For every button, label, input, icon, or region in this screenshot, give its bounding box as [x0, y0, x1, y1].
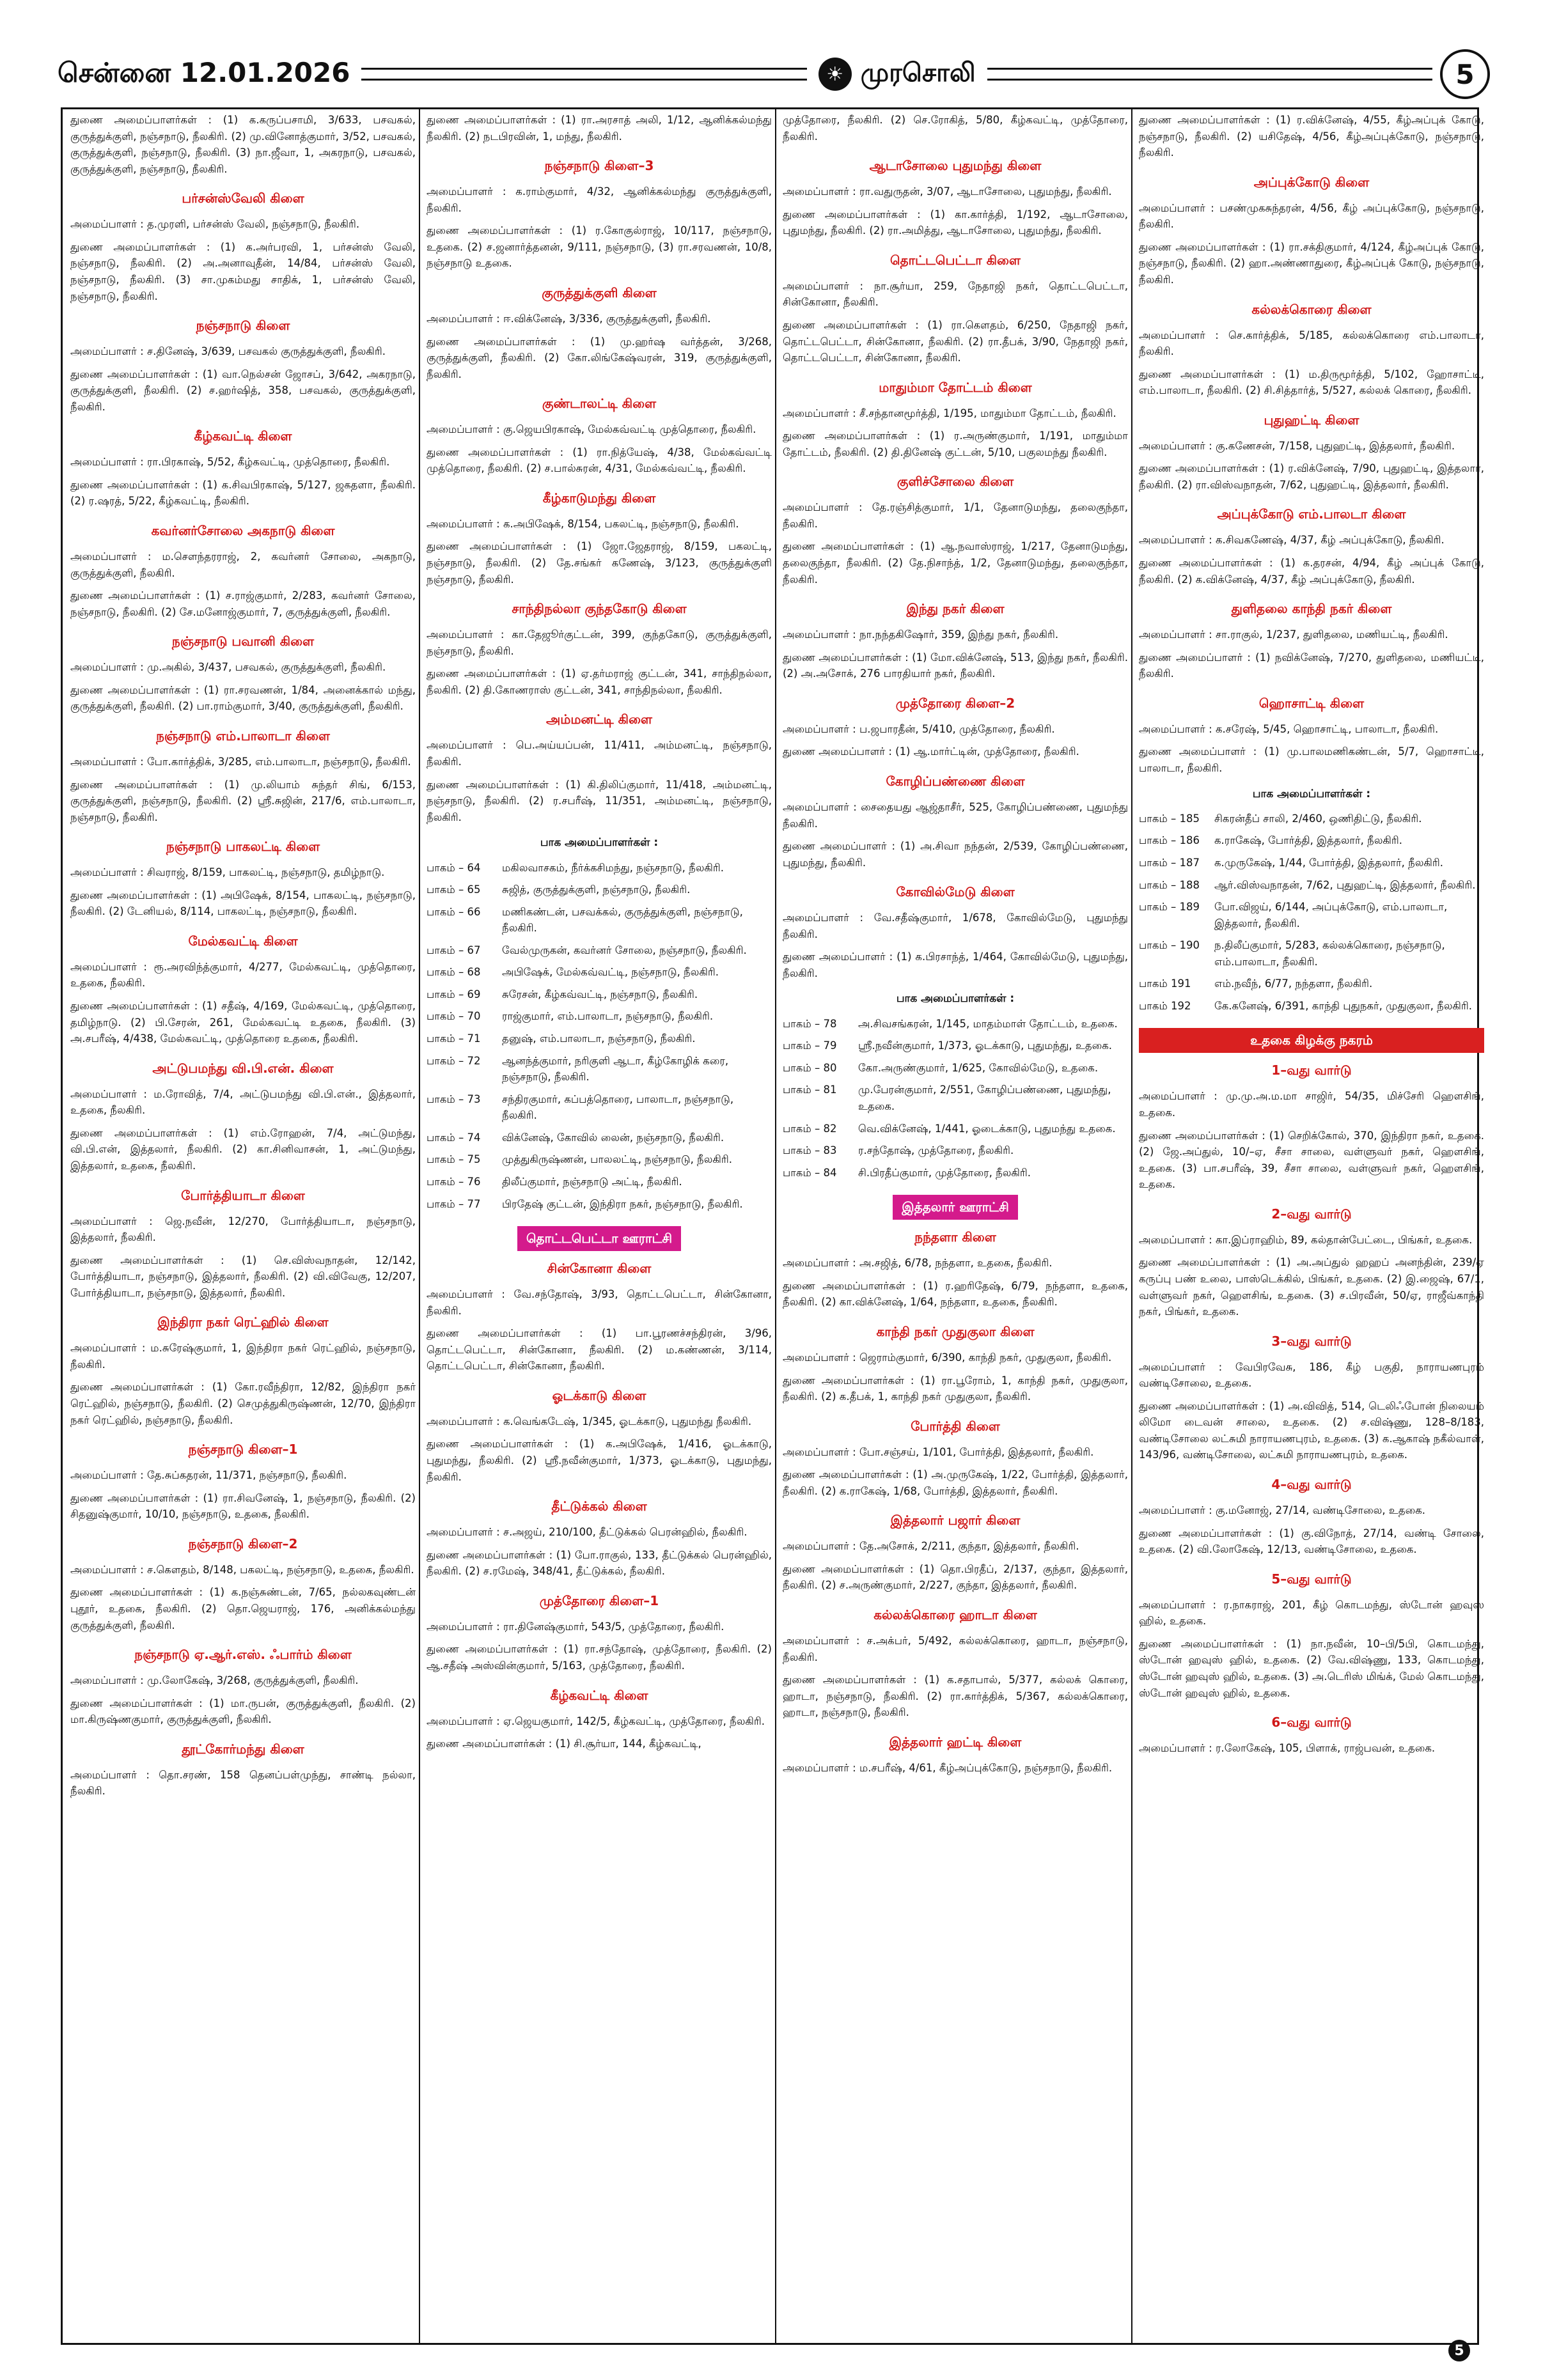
- edition-date: சென்னை 12.01.2026: [58, 56, 350, 88]
- booth-organiser: க.ராகேஷ், போர்த்தி, இத்தலார், நீலகிரி.: [1214, 834, 1403, 847]
- booth-number: பாகம் – 70: [427, 1010, 481, 1023]
- list-entry: அமைப்பாளர் : க.வெங்கடேஷ், 1/345, ஓடக்காடு, புதுமந்து நீலகிரி.: [427, 1415, 752, 1427]
- list-entry: அமைப்பாளர் : பெ.அய்யப்பன், 11/411, அம்மனட்டி, நஞ்சநாடு, நீலகிரி.: [427, 739, 772, 768]
- booth-organiser: சுஜித், குருத்துக்குளி, நஞ்சநாடு, நீலகிரி.: [502, 883, 691, 896]
- list-entry: துணை அமைப்பாளர்கள் : (1) செறிக்கோல், 370, இந்திரா நகர், உதகை. (2) ஜே.அப்துல், 10/–ஏ, சீசா சாலை, வள்ளுவர் நகர், ஹௌசிங், உதகை. (3) பா.சபரீஷ், 39, சீசா சாலை, வள்ளுவர் நகர், ஹௌசிங், உதகை.: [1139, 1129, 1484, 1191]
- list-entry: துணை அமைப்பாளர்கள் : (1) ர.கோகுல்ராஜ், 10/117, நஞ்சநாடு, உதகை. (2) ச.ஜனார்த்தனன், 9/111, நஞ்சநாடு, (3) ரா.சரவணன், 10/8, நஞ்சநாடு உதகை.: [427, 224, 772, 270]
- list-entry: துணை அமைப்பாளர்கள் : (1) வா.நெல்சன் ஜோசப், 3/642, அகரநாடு, குருத்துக்குளி, நீலகிரி. (2) ச.ஹர்ஷித், 358, பசவகல், குருத்துக்குளி, நீலகிரி.: [70, 368, 416, 413]
- list-entry: அமைப்பாளர் : வேபிரவேசு, 186, கீழ் பகுதி, நாராயணபுரம் வண்டிசோலை, உதகை.: [1139, 1360, 1484, 1390]
- list-entry: அமைப்பாளர் : நா.நந்தகிஷோர், 359, இந்து நகர், நீலகிரி.: [783, 628, 1059, 641]
- branch-heading: சின்கோனா கிளை: [547, 1261, 652, 1277]
- list-entry: அமைப்பாளர் : க.சிவகணேஷ், 4/37, கீழ் அப்புக்கோடு, நீலகிரி.: [1139, 534, 1445, 547]
- list-entry: துணை அமைப்பாளர் : (1) அ.சிவா நந்தன், 2/539, கோழிப்பண்ணை, புதுமந்து, நீலகிரி.: [783, 840, 1128, 869]
- list-entry: துணை அமைப்பாளர்கள் : (1) க.தரசன், 4/94, கீழ் அப்புக் கோடு, நீலகிரி. (2) க.விக்னேஷ், 4/37, கீழ் அப்புக்கோடு, நீலகிரி.: [1139, 557, 1484, 586]
- booth-number: பாகம் – 79: [783, 1039, 837, 1052]
- branch-heading: கல்லக்கொரை கிளை: [1251, 301, 1372, 317]
- list-entry: துணை அமைப்பாளர்கள் : (1) ஜோ.ஜேதராஜ், 8/159, பகலட்டி, நஞ்சநாடு, நீலகிரி. (2) தே.சங்கர் கணேஷ், 3/123, குருத்துக்குளி நஞ்சநாடு, நீலகிரி.: [427, 540, 772, 586]
- table-row: [783, 1014, 1128, 1036]
- booth-organiser: வெ.விக்னேஷ், 1/441, ஓடைக்காடு, புதுமந்து உதகை.: [858, 1122, 1116, 1135]
- column-3: [783, 112, 1128, 2337]
- list-entry: துணை அமைப்பாளர்கள் : (1) ரா.சரவணன், 1/84, அனைக்கால் மந்து, குருத்துக்குளி, நீலகிரி. (2) பா.ராம்குமார், 3/40, குருத்துக்குளி, நீலகிரி.: [70, 683, 416, 713]
- list-entry: அமைப்பாளர் : த.முரளி, பர்சன்ஸ் வேலி, நஞ்சநாடு, நீலகிரி.: [70, 218, 360, 231]
- list-entry: அமைப்பாளர் : மு.லோகேஷ், 3/268, குருத்துக்குளி, நீலகிரி.: [70, 1674, 359, 1687]
- booth-list: [783, 1014, 1128, 1185]
- booth-organiser: ர.சந்தோஷ், முத்தோரை, நீலகிரி.: [858, 1144, 1014, 1157]
- booth-organiser: மகிலவாசகம், நீர்க்கசிமந்து, நஞ்சநாடு, நீலகிரி.: [502, 861, 725, 874]
- booth-organiser: ஆர்.விஸ்வநாதன், 7/62, புதுஹட்டி, இத்தலார், நீலகிரி.: [1214, 878, 1476, 891]
- table-row: [427, 1128, 772, 1150]
- column-2: [427, 112, 772, 2337]
- ward-heading: 4–வது வார்டு: [1271, 1477, 1352, 1493]
- table-row: [1139, 853, 1484, 875]
- branch-heading: முத்தோரை கிளை–1: [539, 1592, 659, 1608]
- branch-heading: நஞ்சநாடு ஏ.ஆர்.எஸ். ஃபார்ம் கிளை: [134, 1647, 352, 1663]
- booth-number: பாகம் – 80: [783, 1061, 837, 1074]
- list-entry: அமைப்பாளர் : போ.கார்த்திக், 3/285, எம்.பாலாடா, நஞ்சநாடு, நீலகிரி.: [70, 755, 411, 768]
- list-entry: துணை அமைப்பாளர்கள் : (1) ரா.சிவனேஷ், 1, நஞ்சநாடு, நீலகிரி. (2) சிதனுஷ்குமார், 10/10, நஞ்சநாடு, உதகை, நீலகிரி.: [70, 1491, 416, 1521]
- masthead-title-group: [818, 58, 976, 91]
- branch-heading: தொட்டபெட்டா கிளை: [890, 252, 1021, 268]
- table-row: [783, 1058, 1128, 1080]
- branch-heading: நஞ்சநாடு கிளை–2: [188, 1536, 298, 1552]
- booth-number: பாகம் – 189: [1139, 901, 1200, 914]
- booth-organiser: போ.விஜய், 6/144, அப்புக்கோடு, எம்.பாலாடா, இத்தலார், நீலகிரி.: [1214, 901, 1448, 929]
- list-entry: துணை அமைப்பாளர்கள் : (1) ர.ஹரிதேஷ், 6/79, நந்தளா, உதகை, நீலகிரி. (2) கா.விக்னேஷ், 1/64, நந்தளா, உதகை, நீலகிரி.: [783, 1279, 1128, 1309]
- ward-heading: 5–வது வார்டு: [1271, 1571, 1352, 1587]
- booth-number: பாகம் – 66: [427, 905, 481, 918]
- table-row: [1139, 974, 1484, 996]
- list-entry: துணை அமைப்பாளர்கள் : (1) க.அர்பரவி, 1, பர்சன்ஸ் வேலி, நஞ்சநாடு, நீலகிரி. (2) அ.அனாவுதீன், 14/84, பர்சன்ஸ் வேலி, நஞ்சநாடு, நீலகிரி. (3) சா.முகம்மது சாதிக், 1, பர்சன்ஸ் வேலி, நஞ்சநாடு, நீலகிரி.: [70, 240, 416, 302]
- booth-organiser: க.முருகேஷ், 1/44, போர்த்தி, இத்தலார், நீலகிரி.: [1214, 856, 1444, 869]
- list-entry: துணை அமைப்பாளர்கள் : (1) ம.திருமூர்த்தி, 5/102, ஹோசாட்டி, எம்.பாலாடா, நீலகிரி. (2) சி.சித்தார்த், 5/527, கல்லக் கொரை, நீலகிரி.: [1139, 368, 1484, 397]
- booth-organisers-heading: பாக அமைப்பாளர்கள் :: [540, 836, 659, 850]
- list-entry: அமைப்பாளர் : சீ.சந்தானமூர்த்தி, 1/195, மாதும்மா தோட்டம், நீலகிரி.: [783, 407, 1116, 419]
- list-entry: அமைப்பாளர் : தே.அசோக், 2/211, குந்தா, இத்தலார், நீலகிரி.: [783, 1540, 1079, 1553]
- list-entry: அமைப்பாளர் : ரா.வதுருதன், 3/07, ஆடாசோலை, புதுமந்து, நீலகிரி.: [783, 185, 1112, 198]
- booth-organiser: வேல்முருகன், கவர்னர் சோலை, நஞ்சநாடு, நீலகிரி.: [502, 944, 747, 956]
- table-row: [427, 1006, 772, 1029]
- branch-heading: மாதும்மா தோட்டம் கிளை: [879, 379, 1032, 395]
- list-entry: அமைப்பாளர் : மு.மு.அ.ம.மா சாஜிர், 54/35, மிச்சேரி ஹௌசிங், உதகை.: [1139, 1090, 1484, 1119]
- list-entry: துணை அமைப்பாளர்கள் : (1) அ.விவித், 514, டெலிஃபோன் நிலையம் லிமோ டைவன் சாலை, உதகை. (2) ச.விஷ்ணு, 128–8/183, வண்டிசோலை லட்சுமி நாராயணபுரம், உதகை. (3) க.ஆகாஷ் நகீல்வாள், 143/96, வண்டிசோலை, லட்சுமி நாராயணபுரம், உதகை.: [1139, 1399, 1484, 1461]
- branch-heading: இத்தலார் பஜார் கிளை: [890, 1513, 1021, 1528]
- list-entry: துணை அமைப்பாளர்கள் : (1) ர.விக்னேஷ், 7/90, புதுஹட்டி, இத்தலார், நீலகிரி. (2) ரா.விஸ்வநாதன், 7/62, புதுஹட்டி, இத்தலார், நீலகிரி.: [1139, 462, 1484, 491]
- list-entry: துணை அமைப்பாளர்கள் : (1) பா.பூரணச்சந்திரன், 3/96, தொட்டபெட்டா, சின்கோனா, நீலகிரி. (2) ம.கண்ணன், 3/114, தொட்டபெட்டா, சின்கோனா, நீலகிரி.: [427, 1327, 772, 1373]
- footer-page-number: 5: [1448, 2340, 1470, 2361]
- booth-organiser: பிரதேஷ் குட்டன், இந்திரா நகர், நஞ்சநாடு, நீலகிரி.: [502, 1197, 743, 1210]
- booth-number: பாகம் – 76: [427, 1175, 481, 1188]
- branch-heading: நந்தளா கிளை: [914, 1229, 996, 1245]
- list-entry: அமைப்பாளர் : ஏ.ஜெயகுமார், 142/5, கீழ்கவட்டி, முத்தோரை, நீலகிரி.: [427, 1715, 765, 1727]
- list-entry: துணை அமைப்பாளர்கள் : (1) ச.ராஜ்குமார், 2/283, கவர்னர் சோலை, நஞ்சநாடு, நீலகிரி. (2) சே.மனோஜ்குமார், 7, குருத்துக்குளி, நீலகிரி.: [70, 589, 416, 618]
- table-row: [1139, 875, 1484, 898]
- list-entry: துணை அமைப்பாளர்கள் : (1) நா.நவீன், 10–பி/5பி, கொடமந்து, ஸ்டோன் ஹவுஸ் ஹில், உதகை. (2) வே.விஷ்ணு, 133, கொடமந்து, ஸ்டோன் ஹவுஸ் ஹில், உதகை. (3) அ.டெரிஸ் மிங்க், மேல் கொடமந்து, ஸ்டோன் ஹவுஸ் ஹில், உதகை.: [1139, 1637, 1484, 1699]
- table-row: [427, 1089, 772, 1128]
- booth-organiser: எம்.நவீந், 6/77, நந்தளா, நீலகிரி.: [1214, 977, 1373, 990]
- branch-heading: போர்த்தியாடா கிளை: [181, 1187, 305, 1203]
- list-entry: துணை அமைப்பாளர்கள் : (1) மோ.விக்னேஷ், 513, இந்து நகர், நீலகிரி. (2) அ.அசோக், 276 பாரதியார் நகர், நீலகிரி.: [783, 651, 1128, 680]
- list-entry: அமைப்பாளர் : தே.ரஞ்சித்குமார், 1/1, தேனாடுமந்து, தலைகுந்தா, நீலகிரி.: [783, 501, 1128, 530]
- list-entry: அமைப்பாளர் : ப.ஜபாரதீன், 5/410, முத்தோரை, நீலகிரி.: [783, 722, 1055, 735]
- branch-heading: போர்த்தி கிளை: [911, 1418, 1000, 1434]
- booth-organiser: சிகரன்தீப் சாலி, 2/460, ஒணிதிட்டு, நீலகிரி.: [1214, 812, 1422, 825]
- branch-heading: ஓடக்காடு கிளை: [552, 1387, 646, 1403]
- list-entry: அமைப்பாளர் : மு.அகில், 3/437, பசவகல், குருத்துக்குளி, நீலகிரி.: [70, 661, 386, 674]
- list-entry: துணை அமைப்பாளர்கள் : (1) அபிஷேக், 8/154, பாகலட்டி, நஞ்சநாடு, நீலகிரி. (2) டேனியல், 8/114, பாகலட்டி, நஞ்சநாடு, நீலகிரி.: [70, 889, 416, 918]
- list-entry: துணை அமைப்பாளர்கள் : (1) ர.அருண்குமார், 1/191, மாதும்மா தோட்டம், நீலகிரி. (2) தி.தினேஷ் குட்டன், 5/10, பகுலமந்து நீலகிரி.: [783, 430, 1128, 458]
- ward-heading: 6–வது வார்டு: [1271, 1715, 1352, 1731]
- list-entry: அமைப்பாளர் : தே.சுப்கதரன், 11/371, நஞ்சநாடு, நீலகிரி.: [70, 1469, 347, 1482]
- list-entry: அமைப்பாளர் : தொ.சரண், 158 தெனப்பள்முந்து, சாண்டி நல்லா, நீலகிரி.: [70, 1768, 416, 1798]
- booth-number: பாகம் – 84: [783, 1166, 837, 1179]
- newspaper-name: முரசொலி: [860, 58, 976, 88]
- branch-heading: நஞ்சநாடு கிளை–3: [544, 158, 654, 174]
- booth-number: பாகம் – 65: [427, 883, 481, 896]
- masthead: [58, 49, 1490, 100]
- list-entry: துணை அமைப்பாளர் : (1) க.பிரசாந்த், 1/464, கோவில்மேடு, புதுமந்து, நீலகிரி.: [783, 951, 1128, 979]
- branch-heading: அம்மனட்டி கிளை: [546, 712, 652, 727]
- list-entry: துணை அமைப்பாளர்கள் : (1) மு.ஹர்ஷ வர்த்தன், 3/268, குருத்துக்குளி, நீலகிரி. (2) கோ.லிங்கேஷ்வரன், 319, குருத்துக்குளி, நீலகிரி.: [427, 335, 772, 380]
- table-row: [427, 1194, 772, 1217]
- list-entry: துணை அமைப்பாளர்கள் : (1) அ.முருகேஷ், 1/22, போர்த்தி, இத்தலார், நீலகிரி. (2) க.ராகேஷ், 1/68, போர்த்தி, இத்தலார், நீலகிரி.: [783, 1468, 1128, 1497]
- booth-number: பாகம் – 186: [1139, 834, 1200, 847]
- branch-heading: நஞ்சநாடு கிளை: [196, 318, 290, 334]
- branch-heading: கீழ்கவட்டி கிளை: [194, 428, 292, 444]
- booth-organiser: அபிஷேக், மேல்கவ்வட்டி, நஞ்சநாடு, நீலகிரி.: [502, 966, 719, 979]
- ward-heading: 1–வது வார்டு: [1271, 1062, 1352, 1078]
- branch-heading: சாந்திநல்லா குந்தகோடு கிளை: [512, 601, 687, 617]
- booth-number: பாகம் 191: [1139, 977, 1191, 990]
- table-row: [783, 1036, 1128, 1058]
- branch-heading: நஞ்சநாடு பாகலட்டி கிளை: [166, 839, 320, 855]
- branch-heading: ஆடாசோலை புதுமந்து கிளை: [869, 158, 1042, 174]
- list-entry: துணை அமைப்பாளர் : (1) நவிக்னேஷ், 7/270, துளிதலை, மணியட்டி, நீலகிரி.: [1139, 651, 1484, 680]
- list-entry: அமைப்பாளர் : க.அபிஷேக், 8/154, பகலட்டி, நஞ்சநாடு, நீலகிரி.: [427, 517, 739, 530]
- list-entry: அமைப்பாளர் : ச.தினேஷ், 3/639, பசவகல் குருத்துக்குளி, நீலகிரி.: [70, 345, 386, 358]
- booth-organiser: விக்னேஷ், கோவில் லைன், நஞ்சநாடு, நீலகிரி.: [502, 1131, 725, 1144]
- list-entry: அமைப்பாளர் : க.ராம்குமார், 4/32, ஆனிக்கல்மந்து குருத்துக்குளி, நீலகிரி.: [427, 185, 772, 214]
- list-entry: துணை அமைப்பாளர்கள் : (1) ரா.சக்திகுமார், 4/124, கீழ்அப்புக் கோடு, நஞ்சநாடு, நீலகிரி. (2) ஹா.அண்ணாதுரை, கீழ்அப்புக் கோடு, நஞ்சநாடு, நீலகிரி.: [1139, 240, 1484, 286]
- column-divider: [419, 109, 420, 2343]
- branch-heading: இத்தலார் ஹட்டி கிளை: [889, 1734, 1022, 1750]
- branch-heading: கவர்னர்சோலை அகநாடு கிளை: [151, 523, 335, 538]
- ward-heading: 3–வது வார்டு: [1271, 1333, 1352, 1349]
- list-entry: அமைப்பாளர் : ர.நாகராஜ், 201, கீழ் கொடமந்து, ஸ்டோன் ஹவுஸ் ஹில், உதகை.: [1139, 1598, 1484, 1628]
- list-entry: அமைப்பாளர் : பசண்முகசுந்தரன், 4/56, கீழ் அப்புக்கோடு, நஞ்சநாடு, நீலகிரி.: [1139, 201, 1484, 231]
- booth-organiser: திலீப்குமார், நஞ்சநாடு அட்டி, நீலகிரி.: [502, 1175, 682, 1188]
- booth-number: பாகம் – 83: [783, 1144, 837, 1157]
- booth-number: பாகம் – 81: [783, 1084, 837, 1096]
- booth-number: பாகம் – 185: [1139, 812, 1200, 825]
- branch-heading: துளிதலை காந்தி நகர் கிளை: [1231, 601, 1392, 617]
- list-entry: அமைப்பாளர் : ரா.தினேஷ்குமார், 543/5, முத்தோரை, நீலகிரி.: [427, 1620, 725, 1633]
- booth-number: பாகம் – 64: [427, 861, 481, 874]
- branch-heading: பர்சன்ஸ்வேலி கிளை: [182, 191, 304, 206]
- list-entry: துணை அமைப்பாளர்கள் : (1) க.அபிஷேக், 1/416, ஓடக்காடு, புதுமந்து, நீலகிரி. (2) ஸ்ரீ.நவீன்குமார், 1/373, ஓடக்காடு, புதுமந்து, நீலகிரி.: [427, 1438, 772, 1483]
- list-entry: துணை அமைப்பாளர்கள் : (1) ஆ.நவாஸ்ராஜ், 1/217, தேனாடுமந்து, தலைகுந்தா, நீலகிரி. (2) தே.நிசாந்த், 1/2, தேனாடுமந்து, தலைகுந்தா, நீலகிரி.: [783, 540, 1128, 586]
- list-entry: துணை அமைப்பாளர்கள் : (1) அ.அப்துல் ஹஹப் அனந்தின், 239/ஏ கருப்பு பண் உலை, பாஸ்டெக்கில், பிங்கர், உதகை. (2) இ.ஜைஷ், 67/1, வள்ளுவர் நகர், ஹௌசிங், உதகை. (3) ச.பிரவீன், 50/ஏ, ராஜீவ்காந்தி நகர், பிங்கர், உதகை.: [1139, 1256, 1484, 1318]
- branch-heading: கீழ்கவட்டி கிளை: [550, 1687, 648, 1703]
- branch-heading: அட்டுபமந்து வி.பி.என். கிளை: [152, 1060, 334, 1076]
- booth-organisers-heading: பாக அமைப்பாளர்கள் :: [896, 992, 1015, 1006]
- branch-heading: கல்லக்கொரை ஹாடா கிளை: [873, 1607, 1037, 1623]
- list-entry: அமைப்பாளர் : சா.ராகுல், 1/237, துளிதலை, மணியட்டி, நீலகிரி.: [1139, 628, 1448, 641]
- branch-heading: கோவில்மேடு கிளை: [896, 884, 1015, 900]
- list-entry: துணை அமைப்பாளர்கள் : (1) க.சதாபால், 5/377, கல்லக் கொரை, ஹாடா, நஞ்சநாடு, நீலகிரி. (2) ரா.கார்த்திக், 5/367, கல்லக்கொரை, ஹாடா, நஞ்சநாடு, நீலகிரி.: [783, 1674, 1128, 1719]
- table-row: [1139, 996, 1484, 1018]
- list-entry: துணை அமைப்பாளர்கள் : (1) கா.கார்த்தி, 1/192, ஆடாசோலை, புதுமந்து, நீலகிரி. (2) ரா.அமித்து, ஆடாசோலை, புதுமந்து, நீலகிரி.: [783, 208, 1128, 237]
- list-entry: துணை அமைப்பாளர்கள் : (1) ரா.நித்யேஷ், 4/38, மேல்கவ்வட்டி முத்தொரை, நீலகிரி. (2) ச.பால்சுரன், 4/31, மேல்கவ்வட்டி, நீலகிரி.: [427, 446, 772, 475]
- town-banner: உதகை கிழக்கு நகரம்: [1139, 1028, 1484, 1053]
- booth-number: பாகம் – 71: [427, 1032, 481, 1045]
- booth-number: பாகம் – 73: [427, 1093, 481, 1105]
- booth-organiser: ஆனந்த்குமார், நரிகுளி ஆடா, கீழ்கோழிக் கரை, நஞ்சநாடு, நீலகிரி.: [502, 1054, 729, 1084]
- branch-heading: கோழிப்பண்ணை கிளை: [886, 773, 1025, 789]
- list-entry: அமைப்பாளர் : ஜெராம்குமார், 6/390, காந்தி நகர், முதுகுலா, நீலகிரி.: [783, 1351, 1112, 1364]
- list-entry: அமைப்பாளர் : சைதையது ஆஜ்தாசீர், 525, கோழிப்பண்ணை, புதுமந்து நீலகிரி.: [783, 800, 1128, 830]
- table-row: [1139, 830, 1484, 853]
- booth-organiser: அ.சிவசங்கரன், 1/145, மாதம்மாள் தோட்டம், உதகை.: [858, 1017, 1118, 1030]
- masthead-rule-left: [361, 68, 806, 81]
- booth-organiser: கோ.அருண்குமார், 1/625, கோவில்மேடு, உதகை.: [858, 1061, 1099, 1074]
- list-entry: அமைப்பாளர் : போ.சஞ்சய், 1/101, போர்த்தி, இத்தலார், நீலகிரி.: [783, 1445, 1094, 1458]
- list-entry: அமைப்பாளர் : கு.ஜெயபிரகாஷ், மேல்கவ்வட்டி முத்தொரை, நீலகிரி.: [427, 423, 756, 436]
- list-entry: அமைப்பாளர் : கா.தேஜூர்குட்டன், 399, குந்தகோடு, குருத்துக்குளி, நஞ்சநாடு, நீலகிரி.: [427, 628, 772, 657]
- branch-heading: காந்தி நகர் முதுகுலா கிளை: [876, 1323, 1035, 1339]
- list-entry: துணை அமைப்பாளர்கள் : (1) ரா.கௌதம், 6/250, நேதாஜி நகர், தொட்டபெட்டா, சின்கோனா, நீலகிரி. (2) ரா.தீபக், 3/90, நேதாஜி நகர், தொட்டபெட்டா, சின்கோனா, நீலகிரி.: [783, 318, 1128, 364]
- table-row: [427, 1029, 772, 1051]
- booth-number: பாகம் – 75: [427, 1153, 481, 1166]
- branch-heading: கீழ்காடுமந்து கிளை: [542, 490, 656, 506]
- branch-heading: ஹொசாட்டி கிளை: [1258, 695, 1365, 711]
- list-entry: அமைப்பாளர் : ரா.பிரகாஷ், 5/52, கீழ்கவட்டி, முத்தொரை, நீலகிரி.: [70, 456, 390, 469]
- list-entry: துணை அமைப்பாளர்கள் : (1) மு.லியாம் சுந்தர் சிங், 6/153, குருத்துக்குளி, நஞ்சநாடு, நீலகிரி. (2) ஸ்ரீ.சுஜின், 217/6, எம்.பாலாடா, நஞ்சநாடு, நீலகிரி.: [70, 778, 416, 823]
- list-entry: அமைப்பாளர் : ம.சுரேஷ்குமார், 1, இந்திரா நகர் ரெட்ஹில், நஞ்சநாடு, நீலகிரி.: [70, 1342, 416, 1371]
- list-entry: அமைப்பாளர் : ம.சௌந்தரராஜ், 2, கவர்னர் சோலை, அகநாடு, குருத்துக்குளி, நீலகிரி.: [70, 550, 416, 579]
- table-row: [427, 902, 772, 940]
- list-entry: துணை அமைப்பாளர்கள் : (1) செ.விஸ்வநாதன், 12/142, போர்த்தியாடா, நஞ்சநாடு, இத்தலார், நீலகிரி. (2) வி.விவேகு, 12/207, போர்த்தியாடா, நஞ்சநாடு, இத்தலார், நீலகிரி.: [70, 1254, 416, 1299]
- table-row: [783, 1119, 1128, 1141]
- sun-emblem-icon: ☀: [818, 58, 852, 91]
- branch-heading: மேல்கவட்டி கிளை: [188, 933, 298, 949]
- list-entry: அமைப்பாளர் : சிவராஜ், 8/159, பாகலட்டி, நஞ்சநாடு, தமிழ்நாடு.: [70, 866, 385, 879]
- booth-number: பாகம் – 68: [427, 966, 481, 979]
- ward-heading: 2–வது வார்டு: [1271, 1206, 1352, 1222]
- branch-heading: நஞ்சநாடு எம்.பாலாடா கிளை: [156, 727, 330, 743]
- booth-number: பாகம் 192: [1139, 999, 1191, 1012]
- table-row: [783, 1080, 1128, 1118]
- list-entry: அமைப்பாளர் : ச.கௌதம், 8/148, பகலட்டி, நஞ்சநாடு, உதகை, நீலகிரி.: [70, 1563, 414, 1576]
- list-entry: அமைப்பாளர் : நா.சூர்யா, 259, நேதாஜி நகர், தொட்டபெட்டா, சின்கோனா, நீலகிரி.: [783, 279, 1128, 309]
- branch-heading: இந்திரா நகர் ரெட்ஹில் கிளை: [157, 1314, 329, 1330]
- table-row: [783, 1140, 1128, 1163]
- table-row: [1139, 897, 1484, 935]
- list-entry: துணை அமைப்பாளர்கள் : (1) க.சிவபிரகாஷ், 5/127, ஜகதளா, நீலகிரி. (2) ர.ஷரத், 5/22, கீழ்கவட்டி, நீலகிரி.: [70, 478, 416, 508]
- table-row: [427, 1051, 772, 1089]
- list-entry: துணை அமைப்பாளர்கள் : (1) ர.விக்னேஷ், 4/55, கீழ்அப்புக் கோடு, நஞ்சநாடு, நீலகிரி. (2) யசிதேஷ், 4/56, கீழ்அப்புக்கோடு, நஞ்சநாடு, நீலகிரி.: [1139, 114, 1484, 159]
- branch-heading: குண்டாலட்டி கிளை: [542, 396, 657, 412]
- list-entry: அமைப்பாளர் : ம.ரோவித், 7/4, அட்டுபமந்து வி.பி.என்., இத்தலார், உதகை, நீலகிரி.: [70, 1087, 416, 1117]
- list-entry: துணை அமைப்பாளர்கள் : (1) ரா.பூரோம், 1, காந்தி நகர், முதுகுலா, நீலகிரி. (2) க.தீபக், 1, காந்தி நகர் முதுகுலா, நீலகிரி.: [783, 1374, 1128, 1403]
- booth-number: பாகம் – 82: [783, 1122, 837, 1135]
- booth-number: பாகம் – 67: [427, 944, 481, 956]
- list-entry: துணை அமைப்பாளர் : (1) மு.பாலமணிகண்டன், 5/7, ஹொசாட்டி, பாலாடா, நீலகிரி.: [1139, 745, 1484, 774]
- booth-list: [427, 858, 772, 1217]
- branch-heading: இந்து நகர் கிளை: [906, 601, 1005, 617]
- list-entry: துணை அமைப்பாளர்கள் : (1) எம்.ரோஹன், 7/4, அட்டுமந்து, வி.பி.என், இத்தலார், நீலகிரி. (2) கா.சினிவாசன், 1, அட்டுமந்து, இத்தலார், உதகை, நீலகிரி.: [70, 1126, 416, 1172]
- list-entry: அமைப்பாளர் : ஈ.விக்னேஷ், 3/336, குருத்துக்குளி, நீலகிரி.: [427, 312, 711, 325]
- table-row: [427, 940, 772, 963]
- list-entry: அமைப்பாளர் : கா.இப்ராஹிம், 89, கல்தான்பேட்டை, பிங்கர், உதகை.: [1139, 1233, 1473, 1246]
- booth-number: பாகம் – 69: [427, 988, 481, 1000]
- list-entry: அமைப்பாளர் : ச.அக்பர், 5/492, கல்லக்கொரை, ஹாடா, நஞ்சநாடு, நீலகிரி.: [783, 1635, 1128, 1663]
- table-row: [1139, 935, 1484, 974]
- booth-organiser: ந.திலீப்குமார், 5/283, கல்லக்கொரை, நஞ்சநாடு, எம்.பாலாடா, நீலகிரி.: [1214, 939, 1445, 968]
- booth-organiser: மு.பேரன்குமார், 2/551, கோழிப்பண்ணை, புதுமந்து, உதகை.: [858, 1084, 1111, 1113]
- list-entry: துணை அமைப்பாளர்கள் : (1) மா.ருபன், குருத்துக்குளி, நீலகிரி. (2) மா.கிருஷ்ணகுமார், குருத்துக்குளி, நீலகிரி.: [70, 1697, 416, 1726]
- column-4: [1139, 112, 1484, 2337]
- booth-organiser: ஸ்ரீ.நவீன்குமார், 1/373, ஓடக்காடு, புதுமந்து, உதகை.: [858, 1039, 1112, 1052]
- column-1: [70, 112, 416, 2337]
- table-row: [427, 1172, 772, 1194]
- table-row: [427, 984, 772, 1007]
- column-divider: [1131, 109, 1132, 2343]
- list-entry: அமைப்பாளர் : ஜெ.நவீன், 12/270, போர்த்தியாடா, நஞ்சநாடு, இத்தலார், நீலகிரி.: [70, 1215, 416, 1244]
- list-entry: துணை அமைப்பாளர்கள் : (1) கு.விநோத், 27/14, வண்டி சோலை, உதகை. (2) வி.லோகேஷ், 12/13, வண்டிசோலை, உதகை.: [1139, 1527, 1484, 1556]
- branch-heading: குருத்துக்குளி கிளை: [542, 284, 657, 300]
- list-entry: அமைப்பாளர் : ர.லோகேஷ், 105, பிளாக், ராஜ்பவன், உதகை.: [1139, 1742, 1436, 1755]
- booth-list: [1139, 809, 1484, 1018]
- list-entry: அமைப்பாளர் : கு.மனோஜ், 27/14, வண்டிசோலை, உதகை.: [1139, 1504, 1425, 1517]
- booth-organiser: கே.கனேஷ், 6/391, காந்தி புதுநகர், முதுகுலா, நீலகிரி.: [1214, 999, 1473, 1012]
- list-entry: அமைப்பாளர் : அ.சஜித், 6/78, நந்தளா, உதகை, நீலகிரி.: [783, 1257, 1053, 1270]
- list-entry: துணை அமைப்பாளர்கள் : (1) ரா.சந்தோஷ், முத்தோரை, நீலகிரி. (2) ஆ.சதீஷ் அஸ்வின்குமார், 5/163, முத்தோரை, நீலகிரி.: [427, 1643, 772, 1672]
- booth-organiser: மணிகண்டன், பசவக்கல், குருத்துக்குளி, நஞ்சநாடு, நீலகிரி.: [502, 905, 743, 935]
- list-entry: துணை அமைப்பாளர்கள் : (1) க.கருப்பசாமி, 3/633, பசவகல், குருத்துக்குளி, நஞ்சநாடு, நீலகிரி. (2) மு.வினோத்குமார், 3/52, பசவகல், குருத்துக்குளி, நஞ்சநாடு, நீலகிரி. (3) நா.ஜீவா, 1, அகரநாடு, பசவகல், குருத்துக்குளி, நஞ்சநாடு, நீலகிரி.: [70, 114, 416, 175]
- booth-organiser: ராஜ்குமார், எம்.பாலாடா, நஞ்சநாடு, நீலகிரி.: [502, 1010, 714, 1023]
- masthead-rule-right: [987, 68, 1432, 81]
- panchayat-banner: தொட்டபெட்டா ஊராட்சி: [517, 1226, 681, 1251]
- list-entry: முத்தோரை, நீலகிரி. (2) செ.ரோகித், 5/80, கீழ்கவட்டி, முத்தோரை, நீலகிரி.: [783, 114, 1128, 143]
- booth-organiser: சி.பிரதீப்குமார், முத்தோரை, நீலகிரி.: [858, 1166, 1031, 1179]
- list-entry: துணை அமைப்பாளர்கள் : (1) போ.ராகுல், 133, தீட்டுக்கல் பெரன்ஹில், நீலகிரி. (2) ச.ரமேஷ், 348/41, தீட்டுக்கல், நீலகிரி.: [427, 1548, 772, 1578]
- booth-number: பாகம் – 74: [427, 1131, 481, 1144]
- table-row: [427, 1149, 772, 1172]
- booth-organiser: முத்துகிருஷ்ணன், பாலலட்டி, நஞ்சநாடு, நீலகிரி.: [502, 1153, 732, 1166]
- branch-heading: தூட்கோர்மந்து கிளை: [182, 1741, 304, 1757]
- booth-organiser: சந்திரகுமார், கப்பத்தொரை, பாலாடா, நஞ்சநாடு, நீலகிரி.: [502, 1093, 734, 1122]
- booth-number: பாகம் – 77: [427, 1197, 481, 1210]
- branch-heading: புதுஹட்டி கிளை: [1264, 412, 1359, 428]
- list-entry: துணை அமைப்பாளர்கள் : (1) சி.சூர்யா, 144, கீழ்கவட்டி,: [427, 1738, 701, 1750]
- booth-number: பாகம் – 188: [1139, 878, 1200, 891]
- list-entry: துணை அமைப்பாளர்கள் : (1) ஏ.தர்மராஜ் குட்டன், 341, சாந்திநல்லா, நீலகிரி. (2) தி.கோணராஸ் குட்டன், 341, சாந்திநல்லா, நீலகிரி.: [427, 667, 772, 696]
- list-entry: துணை அமைப்பாளர்கள் : (1) க.நஞ்சுண்டன், 7/65, நல்லகவுண்டன் புதூர், உதகை, நீலகிரி. (2) தொ.ஜெயராஜ், 176, அனிக்கல்மந்து குருத்துக்குளி, நீலகிரி.: [70, 1586, 416, 1631]
- branch-heading: தீட்டுக்கல் கிளை: [551, 1498, 647, 1514]
- booth-organiser: தனுஷ், எம்.பாலாடா, நஞ்சநாடு, நீலகிரி.: [502, 1032, 696, 1045]
- branch-heading: முத்தோரை கிளை–2: [895, 695, 1015, 711]
- table-row: [427, 962, 772, 984]
- table-row: [783, 1163, 1128, 1185]
- booth-number: பாகம் – 78: [783, 1017, 837, 1030]
- list-entry: அமைப்பாளர் : வே.சதீஷ்குமார், 1/678, கோவில்மேடு, புதுமந்து நீலகிரி.: [783, 912, 1128, 940]
- table-row: [427, 858, 772, 880]
- list-entry: துணை அமைப்பாளர்கள் : (1) கி.திலிப்குமார், 11/418, அம்மனட்டி, நஞ்சநாடு, நீலகிரி. (2) ர.சபரீஷ், 11/351, அம்மனட்டி, நஞ்சநாடு, நீலகிரி.: [427, 778, 772, 823]
- branch-heading: அப்புக்கோடு கிளை: [1253, 174, 1370, 190]
- list-entry: அமைப்பாளர் : செ.கார்த்திக், 5/185, கல்லக்கொரை எம்.பாலாடா, நீலகிரி.: [1139, 329, 1484, 358]
- list-entry: அமைப்பாளர் : க.சரேஷ், 5/45, ஹொசாட்டி, பாலாடா, நீலகிரி.: [1139, 722, 1439, 735]
- page-number: 5: [1440, 49, 1490, 99]
- list-entry: துணை அமைப்பாளர்கள் : (1) சதீஷ், 4/169, மேல்கவட்டி, முத்தொரை, தமிழ்நாடு. (2) பி.சேரன், 261, மேல்கவட்டி உதகை, நீலகிரி. (3) அ.சபரீஷ், 4/438, மேல்கவட்டி, முத்தொரை உதகை, நீலகிரி.: [70, 1000, 416, 1045]
- booth-organisers-heading: பாக அமைப்பாளர்கள் :: [1252, 787, 1371, 800]
- column-divider: [775, 109, 776, 2343]
- branch-heading: நஞ்சநாடு கிளை–1: [188, 1442, 298, 1458]
- panchayat-banner: இத்தலார் ஊராட்சி: [893, 1195, 1018, 1220]
- branch-heading: நஞ்சநாடு பவானி கிளை: [171, 634, 315, 649]
- list-entry: துணை அமைப்பாளர் : (1) ஆ.மார்ட்டின், முத்தோரை, நீலகிரி.: [783, 745, 1079, 758]
- list-entry: அமைப்பாளர் : ச.அஜய், 210/100, தீட்டுக்கல் பெரன்ஹில், நீலகிரி.: [427, 1526, 748, 1539]
- list-entry: அமைப்பாளர் : ரூ.அரவிந்த்குமார், 4/277, மேல்கவட்டி, முத்தொரை, உதகை, நீலகிரி.: [70, 960, 416, 990]
- list-entry: துணை அமைப்பாளர்கள் : (1) கோ.ரவீந்திரா, 12/82, இந்திரா நகர் ரெட்ஹில், நஞ்சநாடு, நீலகிரி. (2) செமுத்துகிருஷ்ணன், 12/70, இந்திரா நகர் ரெட்ஹில், நஞ்சநாடு, நீலகிரி.: [70, 1381, 416, 1426]
- list-entry: துணை அமைப்பாளர்கள் : (1) ரா.அரசாத் அலி, 1/12, ஆனிக்கல்மந்து நீலகிரி. (2) நடபிரவின், 1, மந்து, நீலகிரி.: [427, 114, 772, 143]
- booth-number: பாகம் – 72: [427, 1054, 481, 1067]
- booth-number: பாகம் – 187: [1139, 856, 1200, 869]
- branch-heading: குளிச்சோலை கிளை: [897, 474, 1014, 490]
- table-row: [427, 880, 772, 902]
- list-entry: துணை அமைப்பாளர்கள் : (1) தொ.பிரதீப், 2/137, குந்தா, இத்தலார், நீலகிரி. (2) ச.அருண்குமார், 2/227, குந்தா, இத்தலார், நீலகிரி.: [783, 1562, 1128, 1592]
- list-entry: அமைப்பாளர் : ம.சபரீஷ், 4/61, கீழ்அப்புக்கோடு, நஞ்சநாடு, நீலகிரி.: [783, 1761, 1113, 1774]
- booth-organiser: சுரேசன், கீழ்கவ்வட்டி, நஞ்சநாடு, நீலகிரி.: [502, 988, 698, 1000]
- branch-heading: அப்புக்கோடு எம்.பாலடா கிளை: [1217, 506, 1406, 522]
- table-row: [1139, 809, 1484, 831]
- booth-number: பாகம் – 190: [1139, 939, 1200, 952]
- list-entry: அமைப்பாளர் : கு.கணேசன், 7/158, புதுஹட்டி, இத்தலார், நீலகிரி.: [1139, 439, 1455, 452]
- list-entry: அமைப்பாளர் : வே.சந்தோஷ், 3/93, தொட்டபெட்டா, சின்கோனா, நீலகிரி.: [427, 1288, 772, 1317]
